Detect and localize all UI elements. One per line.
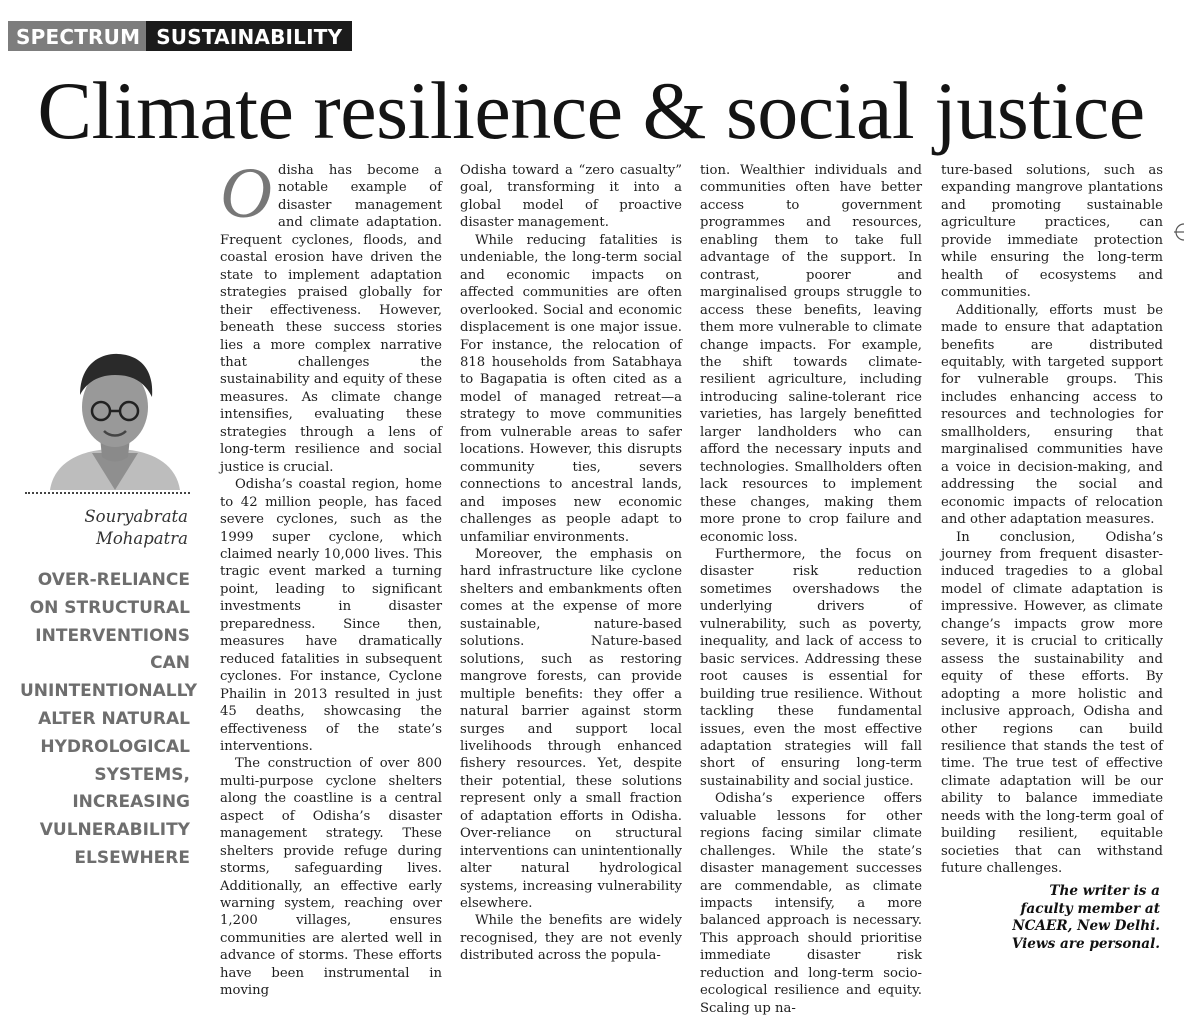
article-column-1 — [220, 153, 442, 999]
paragraph-1: disha has become a notable example of disaster management and climate adaptation. Frequent cyclones, floods, and coastal erosion have driven the state to implement adaptation strategies praised globally for their effectiveness. However, beneath these success stories lies a more complex narrative that challenges the sustainability and equity of these measures. As climate change intensifies, evaluating these strategies through a lens of long-term resilience and social justice is crucial. — [220, 163, 442, 475]
article-column-2 — [460, 162, 682, 962]
writer-note-line: The writer is a — [1049, 883, 1160, 899]
paragraph-8: Odisha’s experience offers valuable lessons for other regions facing similar climate challenges. While the state’s disaster management successes are commendable, as climate impacts intensify, a more balanced approach is necessary. This approach should prioritise immediate disaster risk reduction and long-term socio-ecological resilience and equity. Scaling up na- — [700, 791, 922, 1016]
paragraph-10: In conclusion, Odisha’s journey from frequent disaster-induced tragedies to a global model of climate adaptation is impressive. However, as climate change’s impacts grow more severe, it is crucial to critically assess the sustainability and equity of these efforts. By adopting a more holistic and inclusive approach, Odisha and other regions can build resilience that stands the test of time. The true test of effective climate adaptation will be our ability to balance immediate needs with the long-term goal of building resilient, equitable societies that can withstand future challenges. — [941, 529, 1163, 877]
paragraph-3-continued: Odisha toward a “zero casualty” goal, transforming it into a global model of proactive disaster management. — [460, 163, 682, 231]
writer-note-line: faculty member at — [1020, 900, 1160, 917]
author-first-name: Souryabrata — [84, 507, 188, 526]
paragraph-5: Moreover, the emphasis on hard infrastructure like cyclone shelters and embankments often comes at the expense of more sustainable, nature-based solutions. Nature-based solutions, such as restoring mangrove forests, can provide multiple benefits: they offer a natural barrier against storm surges and support local livelihoods through enhanced fishery resources. Yet, despite their potential, these solutions represent only a small fraction of adaptation efforts in Odisha. Over-reliance on structural interventions can unintentionally alter natural hydrological systems, increasing vulnerability elsewhere. — [460, 546, 682, 912]
writer-note-line: Views are personal. — [1011, 935, 1160, 952]
writer-note — [990, 883, 1160, 953]
crop-mark-icon — [1170, 222, 1184, 242]
paragraph-9: Additionally, efforts must be made to ensure that adaptation benefits are distributed equitably, with targeted support for vulnerable groups. This includes enhancing access to resources and technologies for smallholders, ensuring that marginalised communities have a voice in decision-making, and addressing the social and economic impacts of relocation and other adaptation measures. — [941, 302, 1163, 528]
paragraph-2: Odisha’s coastal region, home to 42 million people, has faced severe cyclones, such as the 1999 super cyclone, which claimed nearly 10,000 lives. This tragic event marked a turning point, leading to significant investments in disaster preparedness. Since then, measures have dramatically reduced fatalities in subsequent cyclones. For instance, Cyclone Phailin in 2013 resulted in just 45 deaths, showcasing the effectiveness of the state’s interventions. — [220, 477, 442, 754]
divider — [25, 492, 190, 494]
author-byline — [25, 506, 188, 550]
section-tag — [8, 21, 352, 51]
paragraph-6: While the benefits are widely recognised, they are not evenly distributed across the popula- — [460, 913, 682, 964]
paragraph-3: The construction of over 800 multi-purpose cyclone shelters along the coastline is a central aspect of Odisha’s disaster management strategy. These shelters provide refuge during storms, safeguarding lives. Additionally, an effective early warning system, reaching over 1,200 villages, ensures communities are alerted well in advance of storms. These efforts have been instrumental in moving — [220, 756, 442, 999]
subsection-label: SUSTAINABILITY — [146, 21, 352, 51]
author-last-name: Mohapatra — [95, 529, 188, 548]
writer-note-line: NCAER, New Delhi. — [1012, 918, 1160, 934]
pull-quote: OVER-RELIANCE ON STRUCTURAL INTERVENTIONS CAN UNINTENTIONALLY ALTER NATURAL HYDROLOGICAL SYSTEMS, INCREASING VULNERABILITY ELSEWHERE — [20, 570, 198, 868]
section-label: SPECTRUM — [8, 21, 146, 51]
paragraph-8-continued: ture-based solutions, such as expanding mangrove plantations and promoting sustainable agriculture practices, can provide immediate protection while ensuring the long-term health of ecosystems and communities. — [941, 163, 1163, 301]
paragraph-7: Furthermore, the focus on disaster risk reduction sometimes overshadows the underlying drivers of vulnerability, such as poverty, inequality, and lack of access to basic services. Addressing these root causes is essential for building true resilience. Without tackling these fundamental issues, even the most effective adaptation strategies will fall short of ensuring long-term sustainability and social justice. — [700, 546, 922, 789]
article-column-4 — [941, 162, 1163, 962]
article-column-3 — [700, 162, 922, 1016]
headline: Climate resilience & social justice — [37, 65, 1145, 156]
paragraph-4: While reducing fatalities is undeniable, the long-term social and economic impacts on affected communities are often overlooked. Social and economic displacement is one major issue. For instance, the relocation of 818 households from Satabhaya to Bagapatia is often cited as a model of managed retreat—a strategy to move communities from vulnerable areas to safer locations. However, this disrupts community ties, severs connections to ancestral lands, and imposes new economic challenges as people adapt to unfamiliar environments. — [460, 232, 682, 545]
drop-cap: O — [220, 153, 272, 233]
paragraph-6-continued: tion. Wealthier individuals and communities often have better access to government programmes and resources, enabling them to take full advantage of the support. In contrast, poorer and marginalised groups struggle to access these benefits, leaving them more vulnerable to climate change impacts. For example, the shift towards climate-resilient agriculture, including introducing saline-tolerant rice varieties, has largely benefitted larger landholders who can afford the necessary inputs and technologies. Smallholders often lack resources to implement these changes, making them more prone to crop failure and economic loss. — [700, 163, 922, 545]
author-photo — [40, 345, 190, 490]
